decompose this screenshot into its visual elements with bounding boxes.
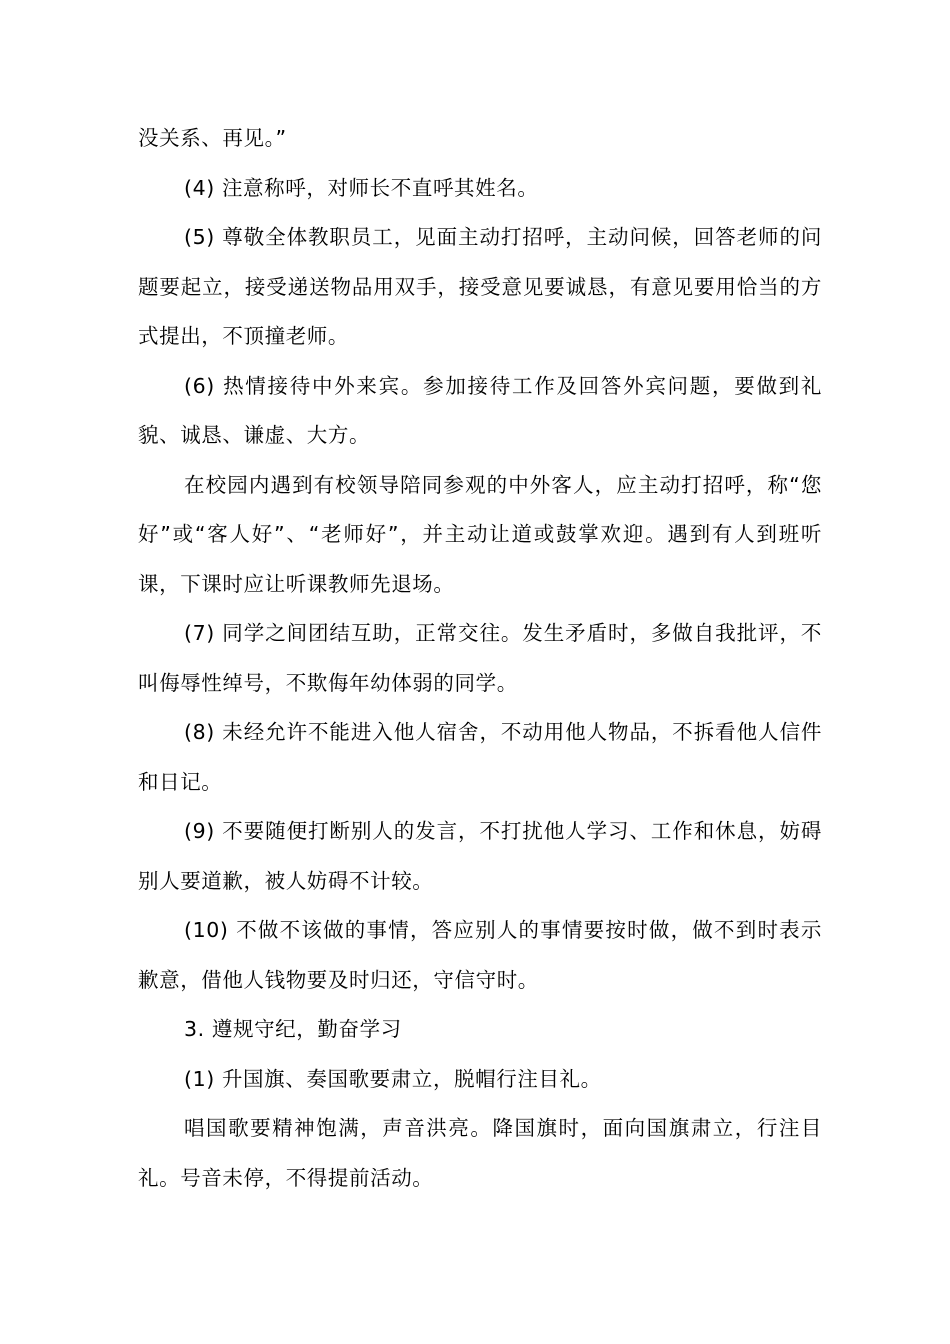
paragraph-closing-quote: 没关系、再见。” [138,126,287,150]
paragraph-item-10: (10) 不做不该做的事情，答应别人的事情要按时做，做不到时表示歉意，借他人钱物要及时归还，守信守时。 [138,918,822,992]
paragraph-item-7: (7) 同学之间团结互助，正常交往。发生矛盾时，多做自我批评，不叫侮辱性绰号，不欺侮年幼体弱的同学。 [138,621,822,695]
section-heading-3: 3. 遵规守纪，勤奋学习 [184,1017,402,1041]
paragraph-item-8: (8) 未经允许不能进入他人宿舍，不动用他人物品，不拆看他人信件和日记。 [138,720,822,794]
paragraph-item-5: (5) 尊敬全体教职员工，见面主动打招呼，主动问候，回答老师的问题要起立，接受递送物品用双手，接受意见要诚恳，有意见要用恰当的方式提出，不顶撞老师。 [138,225,822,348]
document-page [138,114,822,1203]
paragraph-section3-item-1: (1) 升国旗、奏国歌要肃立，脱帽行注目礼。 [184,1066,602,1091]
paragraph-item-4: (4) 注意称呼，对师长不直呼其姓名。 [184,175,539,200]
paragraph-item-9: (9) 不要随便打断别人的发言，不打扰他人学习、工作和休息，妨碍别人要道歉，被人妨碍不计较。 [138,819,822,893]
paragraph-item-6: (6) 热情接待中外来宾。参加接待工作及回答外宾问题，要做到礼貌、诚恳、谦虚、大方。 [138,373,822,447]
paragraph-guests: 在校园内遇到有校领导陪同参观的中外客人，应主动打招呼，称“您好”或“客人好”、“老师好”，并主动让道或鼓掌欢迎。遇到有人到班听课，下课时应让听课教师先退场。 [138,472,822,596]
paragraph-anthem: 唱国歌要精神饱满，声音洪亮。降国旗时，面向国旗肃立，行注目礼。号音未停，不得提前活动。 [138,1116,822,1190]
